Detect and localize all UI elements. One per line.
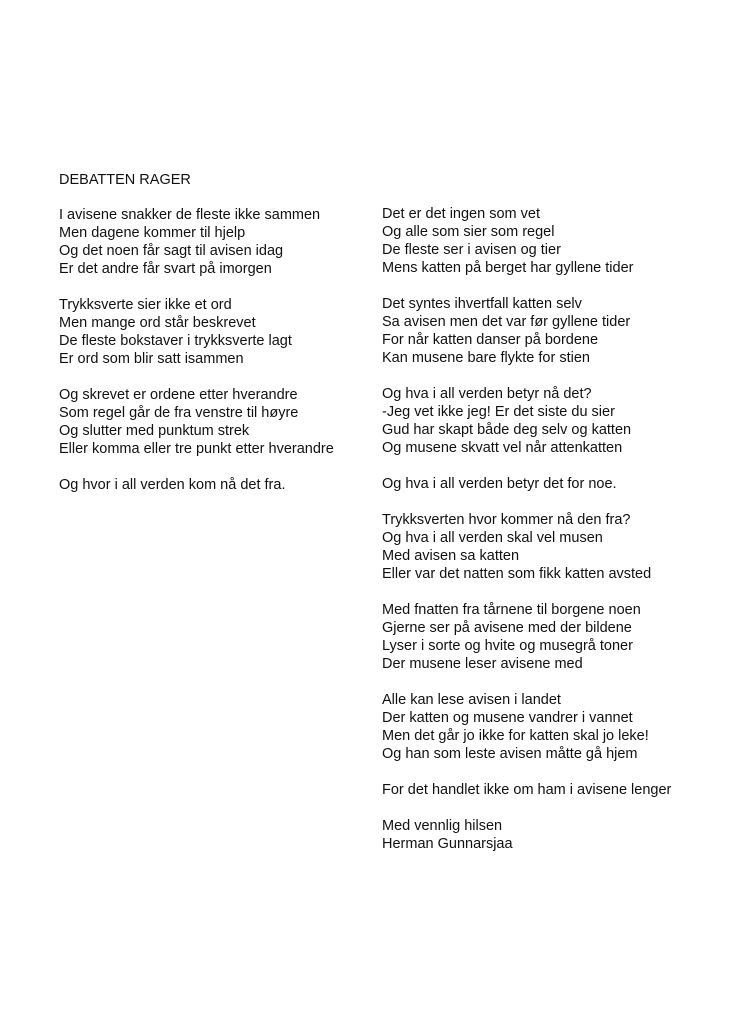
stanza	[382, 205, 671, 277]
poem-line: Det syntes ihvertfall katten selv	[382, 296, 582, 312]
poem-line: Eller var det natten som fikk katten avsted	[382, 566, 652, 582]
poem-line: For det handlet ikke om ham i avisene lenger	[382, 782, 672, 798]
poem-line: Men det går jo ikke for katten skal jo leke!	[382, 728, 649, 744]
poem-line: Og hva i all verden betyr nå det?	[382, 386, 592, 402]
stanza	[382, 475, 671, 493]
poem-line: Og hva i all verden skal vel musen	[382, 530, 603, 546]
poem-title: DEBATTEN RAGER	[59, 172, 191, 188]
stanza	[382, 781, 671, 799]
poem-line: Og det noen får sagt til avisen idag	[59, 243, 284, 259]
poem-left-column	[59, 206, 334, 512]
poem-line: Sa avisen men det var før gyllene tider	[382, 314, 631, 330]
stanza	[59, 206, 334, 278]
stanza	[59, 386, 334, 458]
poem-line: Der katten og musene vandrer i vannet	[382, 710, 633, 726]
poem-line: Lyser i sorte og hvite og musegrå toner	[382, 638, 633, 654]
signoff	[382, 817, 671, 853]
poem-line: Som regel går de fra venstre til høyre	[59, 405, 299, 421]
stanza	[59, 476, 334, 494]
poem-line: Og hva i all verden betyr det for noe.	[382, 476, 617, 492]
poem-line: Men dagene kommer til hjelp	[59, 225, 246, 241]
signoff-author: Herman Gunnarsjaa	[382, 836, 513, 852]
signoff-greeting: Med vennlig hilsen	[382, 818, 503, 834]
poem-line: Det er det ingen som vet	[382, 206, 540, 222]
poem-line: Alle kan lese avisen i landet	[382, 692, 561, 708]
poem-line: -Jeg vet ikke jeg! Er det siste du sier	[382, 404, 615, 420]
poem-line: De fleste ser i avisen og tier	[382, 242, 561, 258]
right-stanzas	[382, 205, 671, 799]
poem-line: Gud har skapt både deg selv og katten	[382, 422, 632, 438]
poem-line: Med fnatten fra tårnene til borgene noen	[382, 602, 641, 618]
poem-line: Og han som leste avisen måtte gå hjem	[382, 746, 638, 762]
poem-line: Og hvor i all verden kom nå det fra.	[59, 477, 286, 493]
poem-line: I avisene snakker de fleste ikke sammen	[59, 207, 321, 223]
poem-line: Men mange ord står beskrevet	[59, 315, 256, 331]
stanza	[382, 511, 671, 583]
poem-line: Gjerne ser på avisene med der bildene	[382, 620, 632, 636]
poem-line: Er ord som blir satt isammen	[59, 351, 244, 367]
poem-line: Eller komma eller tre punkt etter hverandre	[59, 441, 334, 457]
stanza	[382, 601, 671, 673]
poem-line: Trykksverten hvor kommer nå den fra?	[382, 512, 631, 528]
poem-line: Og musene skvatt vel når attenkatten	[382, 440, 623, 456]
stanza	[382, 691, 671, 763]
poem-line: Trykksverte sier ikke et ord	[59, 297, 232, 313]
poem-line: Og skrevet er ordene etter hverandre	[59, 387, 298, 403]
poem-line: Er det andre får svart på imorgen	[59, 261, 272, 277]
poem-line: De fleste bokstaver i trykksverte lagt	[59, 333, 292, 349]
poem-line: Med avisen sa katten	[382, 548, 520, 564]
stanza	[382, 385, 671, 457]
poem-right-column	[382, 205, 671, 853]
poem-line: Mens katten på berget har gyllene tider	[382, 260, 634, 276]
poem-line: Og slutter med punktum strek	[59, 423, 250, 439]
poem-line: Og alle som sier som regel	[382, 224, 555, 240]
stanza	[382, 295, 671, 367]
poem-line: Kan musene bare flykte for stien	[382, 350, 590, 366]
poem-line: For når katten danser på bordene	[382, 332, 599, 348]
stanza	[59, 296, 334, 368]
poem-line: Der musene leser avisene med	[382, 656, 583, 672]
